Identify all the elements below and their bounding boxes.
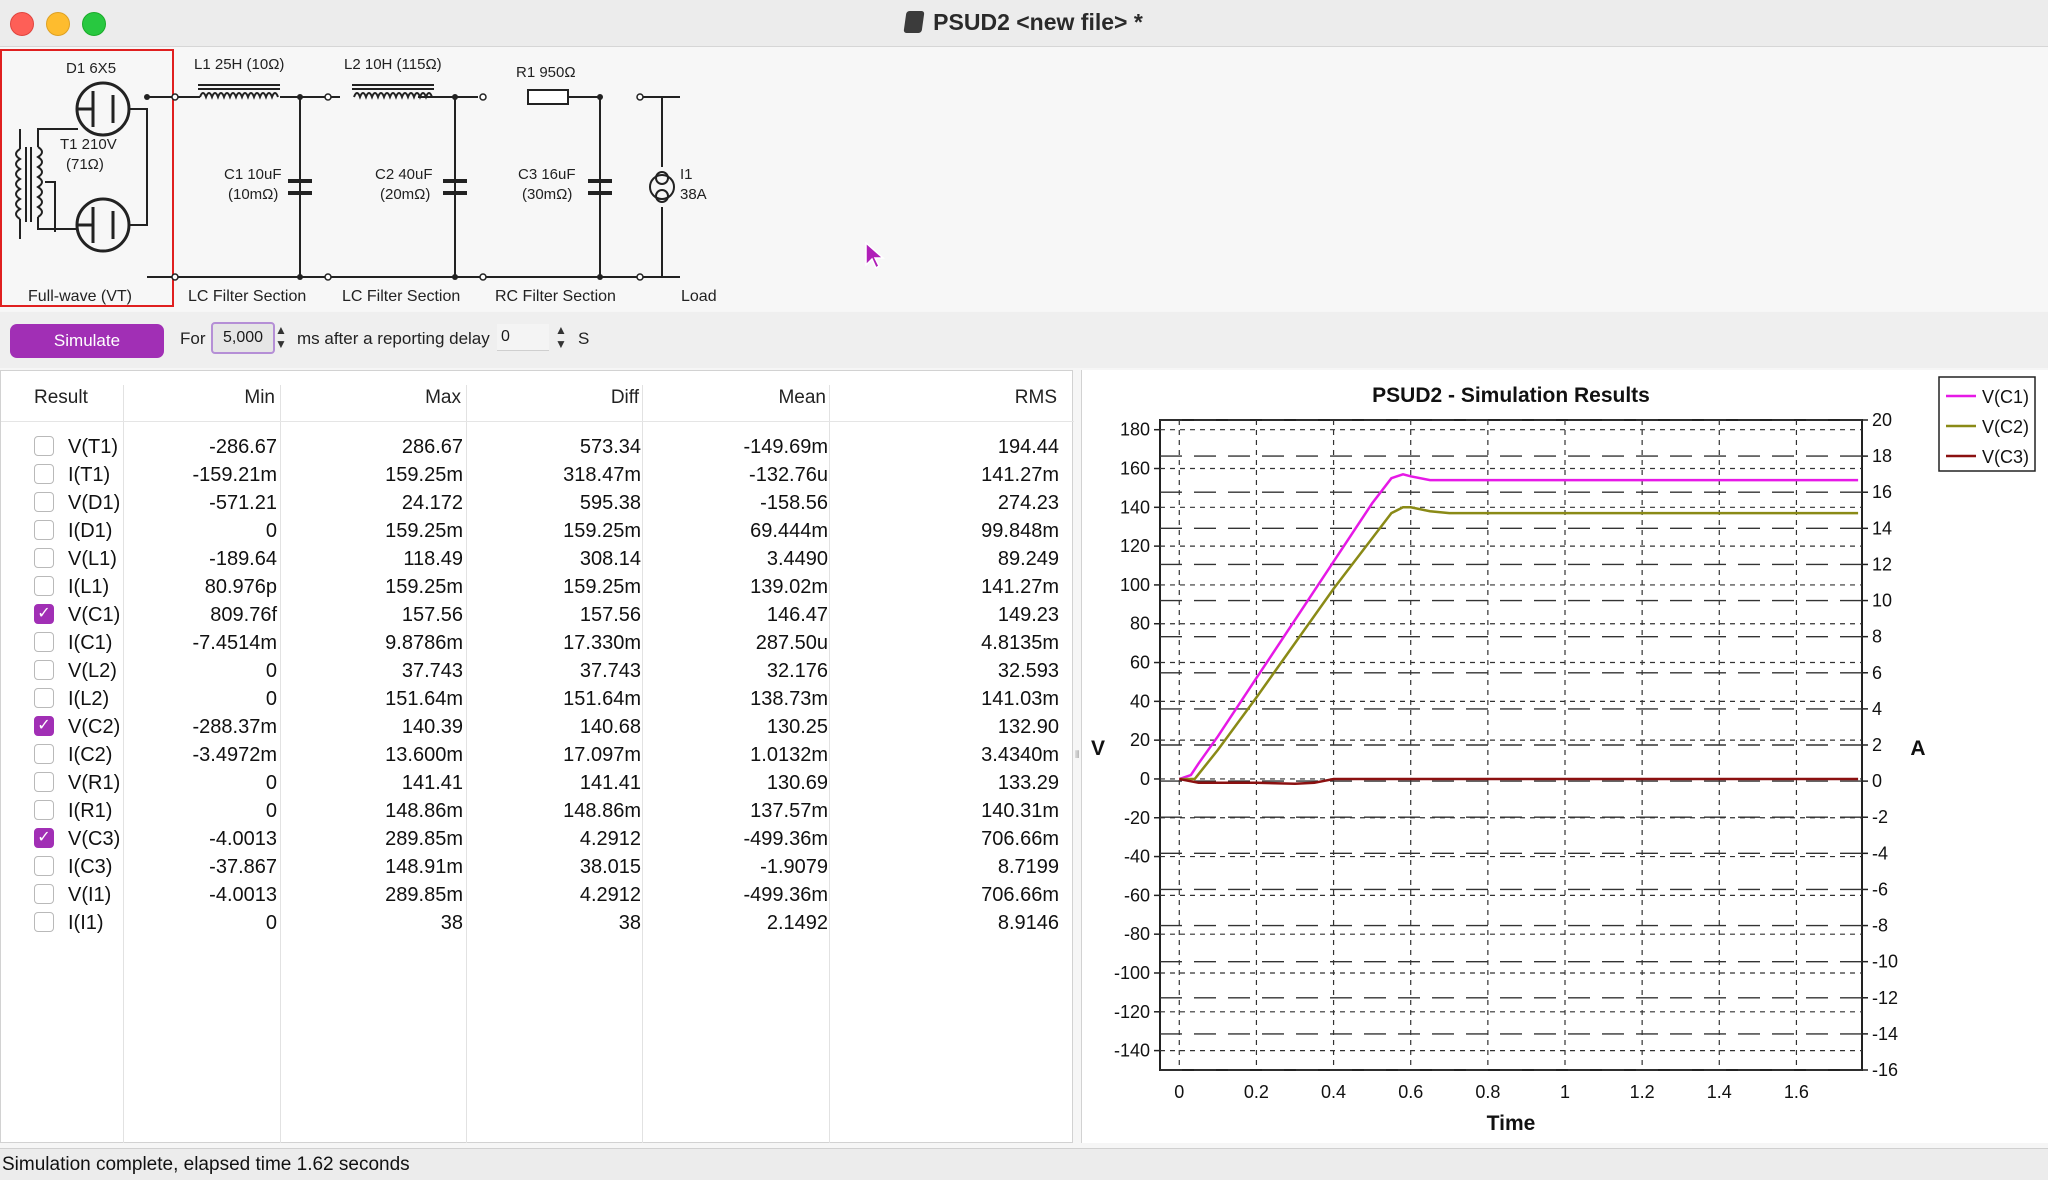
chart-panel — [1081, 370, 2048, 1143]
y2-tick-label: -6 — [1872, 879, 1889, 900]
y-tick-label: 100 — [1119, 574, 1150, 595]
y-tick-label: -80 — [1123, 924, 1150, 945]
result-rms: 8.9146 — [997, 912, 1059, 934]
chart-title: PSUD2 - Simulation Results — [1372, 384, 1650, 407]
y2-axis-label: A — [1910, 737, 1926, 760]
legend-entry[interactable]: V(C1) — [1982, 387, 2030, 407]
result-max: 37.743 — [401, 660, 463, 682]
x-tick-label: 0.6 — [1398, 1082, 1424, 1102]
result-mean: -149.69m — [743, 436, 828, 458]
result-max: 38 — [440, 912, 463, 934]
result-diff: 148.86m — [563, 800, 641, 822]
result-min: -159.21m — [192, 464, 277, 486]
result-diff: 151.64m — [563, 688, 641, 710]
result-mean: -499.36m — [743, 884, 828, 906]
i1-label-line2: 38A — [680, 186, 707, 203]
c3-label-line1: C3 16uF — [518, 166, 576, 183]
result-mean: 138.73m — [750, 688, 828, 710]
result-mean: 287.50u — [755, 632, 828, 654]
y2-tick-label: 12 — [1872, 554, 1893, 575]
mouse-pointer-icon — [864, 241, 886, 271]
y2-tick-label: 14 — [1872, 518, 1893, 539]
c1-label-line2: (10mΩ) — [228, 186, 279, 203]
result-name: V(C3) — [68, 828, 121, 850]
y-tick-label: 0 — [1139, 768, 1150, 789]
result-diff: 4.2912 — [579, 828, 641, 850]
plot-checkbox[interactable]: ✓ — [34, 828, 54, 848]
result-mean: -132.76u — [749, 464, 828, 486]
table-row[interactable] — [1, 685, 1074, 713]
t1-label-line1: T1 210V — [60, 136, 117, 153]
y-tick-label: -40 — [1123, 846, 1150, 867]
ms-delay-label: ms after a reporting delay — [297, 329, 490, 348]
result-min: -4.0013 — [209, 884, 277, 906]
y2-tick-label: 6 — [1872, 662, 1883, 683]
y2-tick-label: -2 — [1872, 807, 1889, 828]
table-row[interactable] — [1, 769, 1074, 797]
y2-tick-label: -4 — [1872, 843, 1889, 864]
result-max: 159.25m — [385, 520, 463, 542]
y2-tick-label: 20 — [1872, 410, 1893, 430]
y2-tick-label: -10 — [1872, 951, 1899, 972]
y-tick-label: 180 — [1119, 419, 1150, 440]
result-min: 0 — [265, 688, 277, 710]
result-min: -189.64 — [209, 548, 277, 570]
result-mean: 32.176 — [766, 660, 828, 682]
inductor-l1-icon[interactable] — [198, 85, 280, 97]
result-rms: 706.66m — [981, 828, 1059, 850]
result-name: I(C3) — [68, 856, 113, 878]
result-diff: 17.330m — [563, 632, 641, 654]
table-row[interactable] — [1, 713, 1074, 741]
result-diff: 573.34 — [579, 436, 641, 458]
result-max: 148.91m — [385, 856, 463, 878]
plot-checkbox[interactable] — [34, 688, 54, 708]
result-diff: 141.41 — [579, 772, 641, 794]
plot-checkbox[interactable] — [34, 772, 54, 792]
result-max: 286.67 — [401, 436, 463, 458]
y-tick-label: 40 — [1129, 691, 1150, 712]
c1-label-line1: C1 10uF — [224, 166, 282, 183]
result-rms: 149.23 — [997, 604, 1059, 626]
y-tick-label: -60 — [1123, 885, 1150, 906]
section-label-lc-filter-1[interactable]: LC Filter Section — [188, 288, 307, 305]
result-rms: 133.29 — [997, 772, 1059, 794]
result-min: -3.4972m — [192, 744, 277, 766]
diode-tube-lower-icon[interactable] — [77, 199, 129, 251]
result-max: 141.41 — [401, 772, 463, 794]
result-mean: 3.4490 — [766, 548, 828, 570]
result-rms: 274.23 — [997, 492, 1059, 514]
result-rms: 32.593 — [997, 660, 1059, 682]
result-mean: 69.444m — [750, 520, 828, 542]
col-header-result[interactable]: Result — [34, 387, 88, 408]
current-source-i1-icon[interactable] — [650, 172, 674, 202]
legend-entry[interactable]: V(C2) — [1982, 417, 2030, 437]
table-row[interactable] — [1, 545, 1074, 573]
result-max: 148.86m — [385, 800, 463, 822]
col-header-min[interactable]: Min — [244, 387, 275, 408]
result-rms: 706.66m — [981, 884, 1059, 906]
y2-tick-label: -8 — [1872, 915, 1889, 936]
plot-checkbox[interactable]: ✓ — [34, 716, 54, 736]
result-min: 809.76f — [210, 604, 277, 626]
result-mean: 139.02m — [750, 576, 828, 598]
table-row[interactable] — [1, 629, 1074, 657]
t1-label-line2: (71Ω) — [66, 156, 104, 173]
result-diff: 37.743 — [579, 660, 641, 682]
plot-checkbox[interactable] — [34, 576, 54, 596]
header-divider — [1, 421, 1074, 422]
simulate-button[interactable]: Simulate — [10, 324, 164, 358]
y2-tick-label: 8 — [1872, 626, 1883, 647]
y-axis-label: V — [1090, 737, 1106, 760]
plot-checkbox[interactable] — [34, 492, 54, 512]
result-min: 0 — [265, 912, 277, 934]
table-row[interactable] — [1, 853, 1074, 881]
status-bar: Simulation complete, elapsed time 1.62 seconds — [0, 1148, 2048, 1180]
plot-checkbox[interactable] — [34, 884, 54, 904]
y2-tick-label: -12 — [1872, 987, 1899, 1008]
window-title — [0, 9, 2048, 36]
y2-tick-label: 2 — [1872, 735, 1883, 755]
section-label-load[interactable]: Load — [681, 288, 717, 305]
x-tick-label: 1.2 — [1629, 1082, 1655, 1102]
x-tick-label: 1.6 — [1783, 1082, 1809, 1102]
result-rms: 194.44 — [997, 436, 1059, 458]
y2-tick-label: -14 — [1872, 1023, 1899, 1044]
table-row[interactable] — [1, 909, 1074, 937]
result-rms: 141.27m — [981, 464, 1059, 486]
x-tick-label: 0.2 — [1243, 1082, 1269, 1102]
table-row[interactable] — [1, 881, 1074, 909]
plot-checkbox[interactable] — [34, 520, 54, 540]
result-rms: 141.27m — [981, 576, 1059, 598]
table-row[interactable] — [1, 797, 1074, 825]
duration-stepper[interactable]: ▲ ▼ — [275, 323, 287, 351]
result-name: V(C1) — [68, 604, 121, 626]
result-name: I(L2) — [68, 688, 110, 710]
window-title-text: PSUD2 <new file> * — [933, 9, 1143, 35]
result-name: V(T1) — [68, 436, 118, 458]
result-rms: 140.31m — [981, 800, 1059, 822]
plot-checkbox[interactable] — [34, 660, 54, 680]
delay-input[interactable]: 0 — [497, 324, 549, 351]
col-header-max[interactable]: Max — [425, 387, 461, 408]
y2-tick-label: 0 — [1872, 771, 1883, 792]
result-max: 157.56 — [401, 604, 463, 626]
y-tick-label: 120 — [1119, 536, 1150, 557]
y2-tick-label: 4 — [1872, 698, 1883, 719]
result-name: V(I1) — [68, 884, 112, 906]
c3-label-line2: (30mΩ) — [522, 186, 573, 203]
result-name: I(D1) — [68, 520, 113, 542]
result-mean: 130.25 — [766, 716, 828, 738]
y-tick-label: 140 — [1119, 497, 1150, 518]
l1-label: L1 25H (10Ω) — [194, 56, 285, 73]
result-min: -286.67 — [209, 436, 277, 458]
result-name: V(D1) — [68, 492, 121, 514]
result-max: 289.85m — [385, 828, 463, 850]
result-name: V(L1) — [68, 548, 117, 570]
plot-checkbox[interactable] — [34, 436, 54, 456]
x-tick-label: 1.4 — [1706, 1082, 1732, 1102]
result-min: 0 — [265, 520, 277, 542]
result-diff: 308.14 — [579, 548, 641, 570]
y-tick-label: 20 — [1129, 730, 1150, 751]
table-row[interactable] — [1, 489, 1074, 517]
x-tick-label: 0.8 — [1475, 1082, 1501, 1102]
table-row[interactable] — [1, 657, 1074, 685]
y-tick-label: -140 — [1113, 1040, 1150, 1061]
result-rms: 8.7199 — [997, 856, 1059, 878]
result-diff: 4.2912 — [579, 884, 641, 906]
col-header-mean[interactable]: Mean — [778, 387, 826, 408]
y-tick-label: 80 — [1129, 613, 1150, 634]
result-mean: -499.36m — [743, 828, 828, 850]
inductor-l2-icon[interactable] — [352, 85, 434, 97]
panel-splitter-handle[interactable]: ⦀ — [1075, 750, 1080, 761]
result-min: 0 — [265, 660, 277, 682]
y-tick-label: 60 — [1129, 652, 1150, 673]
result-max: 289.85m — [385, 884, 463, 906]
section-label-lc-filter-2[interactable]: LC Filter Section — [342, 288, 461, 305]
section-label-rectifier[interactable]: Full-wave (VT) — [28, 288, 133, 305]
result-min: 80.976p — [204, 576, 277, 598]
seconds-label: S — [578, 329, 590, 348]
result-min: -288.37m — [192, 716, 277, 738]
x-tick-label: 0.4 — [1321, 1082, 1347, 1102]
result-diff: 38.015 — [579, 856, 641, 878]
result-diff: 595.38 — [579, 492, 641, 514]
result-name: I(C2) — [68, 744, 113, 766]
result-max: 140.39 — [401, 716, 463, 738]
result-max: 118.49 — [403, 548, 463, 570]
title-bar — [0, 0, 2048, 47]
plot-checkbox[interactable] — [34, 744, 54, 764]
table-row[interactable] — [1, 601, 1074, 629]
x-tick-label: 0 — [1174, 1082, 1185, 1102]
y2-tick-label: -16 — [1872, 1060, 1899, 1080]
schematic-area — [0, 47, 2048, 311]
result-max: 151.64m — [385, 688, 463, 710]
l2-label: L2 10H (115Ω) — [344, 56, 442, 73]
result-name: I(L1) — [68, 576, 110, 598]
y-tick-label: 160 — [1119, 458, 1150, 479]
y-tick-label: -100 — [1113, 962, 1150, 983]
simulation-controls — [0, 312, 2048, 368]
x-axis-label: Time — [1486, 1112, 1536, 1135]
table-row[interactable] — [1, 433, 1074, 461]
c2-label-line1: C2 40uF — [375, 166, 433, 183]
result-mean: -1.9079 — [760, 856, 828, 878]
plot-checkbox[interactable] — [34, 912, 54, 932]
col-header-rms[interactable]: RMS — [1014, 387, 1057, 408]
result-max: 9.8786m — [385, 632, 463, 654]
y2-tick-label: 16 — [1872, 482, 1893, 503]
for-label: For — [180, 329, 206, 348]
result-name: I(T1) — [68, 464, 111, 486]
table-row[interactable] — [1, 461, 1074, 489]
result-mean: 146.47 — [766, 604, 828, 626]
result-diff: 157.56 — [579, 604, 641, 626]
table-row[interactable] — [1, 825, 1074, 853]
result-max: 13.600m — [385, 744, 463, 766]
r1-label: R1 950Ω — [516, 64, 576, 81]
result-name: I(R1) — [68, 800, 113, 822]
result-mean: 1.0132m — [750, 744, 828, 766]
y-tick-label: -120 — [1113, 1001, 1150, 1022]
table-row[interactable] — [1, 517, 1074, 545]
result-min: -571.21 — [209, 492, 277, 514]
result-diff: 17.097m — [563, 744, 641, 766]
result-rms: 99.848m — [981, 520, 1059, 542]
result-min: 0 — [265, 772, 277, 794]
diode-tube-upper-icon[interactable] — [77, 83, 129, 135]
result-name: V(R1) — [68, 772, 121, 794]
result-mean: 137.57m — [750, 800, 828, 822]
legend-entry[interactable]: V(C3) — [1982, 447, 2030, 467]
plot-checkbox[interactable] — [34, 548, 54, 568]
plot-checkbox[interactable] — [34, 464, 54, 484]
i1-label-line1: I1 — [680, 166, 693, 183]
result-mean: -158.56 — [760, 492, 828, 514]
result-diff: 38 — [618, 912, 641, 934]
result-diff: 140.68 — [579, 716, 641, 738]
c2-label-line2: (20mΩ) — [380, 186, 431, 203]
result-diff: 318.47m — [563, 464, 641, 486]
result-min: -7.4514m — [192, 632, 277, 654]
results-table — [0, 370, 1073, 1143]
table-row[interactable] — [1, 741, 1074, 769]
d1-label: D1 6X5 — [66, 60, 117, 77]
plot-checkbox[interactable]: ✓ — [34, 604, 54, 624]
plot-checkbox[interactable] — [34, 856, 54, 876]
y-tick-label: -20 — [1123, 807, 1150, 828]
result-mean: 2.1492 — [766, 912, 828, 934]
x-tick-label: 1 — [1559, 1082, 1571, 1102]
result-min: -4.0013 — [209, 828, 277, 850]
result-min: -37.867 — [209, 856, 277, 878]
result-rms: 3.4340m — [981, 744, 1059, 766]
result-min: 0 — [265, 800, 277, 822]
result-name: I(C1) — [68, 632, 113, 654]
result-name: V(C2) — [68, 716, 121, 738]
plot-checkbox[interactable] — [34, 632, 54, 652]
result-rms: 141.03m — [981, 688, 1059, 710]
result-max: 159.25m — [385, 464, 463, 486]
result-max: 24.172 — [401, 492, 463, 514]
result-rms: 4.8135m — [981, 632, 1059, 654]
y2-tick-label: 10 — [1872, 590, 1893, 611]
plot-checkbox[interactable] — [34, 800, 54, 820]
simulation-chart — [1082, 370, 2048, 1143]
resistor-r1-icon[interactable] — [528, 90, 568, 104]
result-rms: 132.90 — [997, 716, 1059, 738]
result-mean: 130.69 — [766, 772, 828, 794]
section-label-rc-filter[interactable]: RC Filter Section — [495, 288, 616, 305]
result-diff: 159.25m — [563, 576, 641, 598]
table-row[interactable] — [1, 573, 1074, 601]
delay-stepper[interactable]: ▲ ▼ — [555, 323, 567, 351]
result-rms: 89.249 — [997, 548, 1059, 570]
result-max: 159.25m — [385, 576, 463, 598]
result-name: I(I1) — [68, 912, 104, 934]
col-header-diff[interactable]: Diff — [610, 387, 639, 408]
result-name: V(L2) — [68, 660, 117, 682]
document-icon — [904, 11, 925, 33]
y2-tick-label: 18 — [1872, 446, 1893, 467]
result-diff: 159.25m — [563, 520, 641, 542]
duration-input[interactable]: 5,000 — [211, 322, 275, 354]
